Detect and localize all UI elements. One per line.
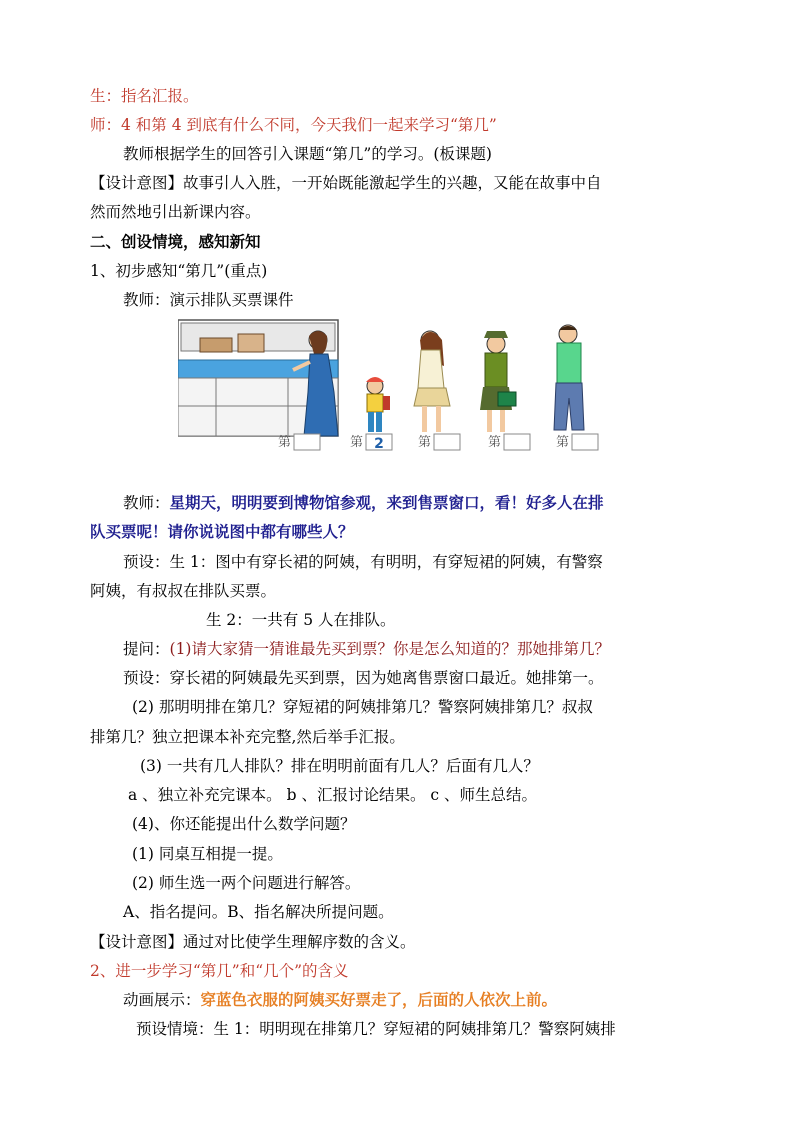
line-8: 教师：演示排队买票课件 xyxy=(123,291,294,309)
ordinal-slot-2-value: 2 xyxy=(374,436,384,452)
line-25: 2、进一步学习“第几”和“几个”的含义 xyxy=(90,962,349,980)
line-21: (1) 同桌互相提一提。 xyxy=(132,845,283,863)
line-3: 教师根据学生的回答引入课题“第几”的学习。(板课题) xyxy=(123,145,492,163)
person-mingming xyxy=(366,377,390,432)
line-26 xyxy=(123,990,557,1010)
line-5: 然而然地引出新课内容。 xyxy=(90,203,261,221)
line-4: 【设计意图】故事引人入胜，一开始既能激起学生的兴趣，又能在故事中自 xyxy=(90,174,602,192)
line-24: 【设计意图】通过对比使学生理解序数的含义。 xyxy=(90,933,416,951)
person-short-skirt xyxy=(414,331,450,432)
queue-illustration xyxy=(178,318,618,454)
line-9-text: 星期天，明明要到博物馆参观，来到售票窗口，看！好多人在排 xyxy=(169,493,604,512)
section-heading: 二、创设情境，感知新知 xyxy=(90,232,261,251)
line-15: 预设：穿长裙的阿姨最先买到票，因为她离售票窗口最近。她排第一。 xyxy=(123,669,604,687)
line-27: 预设情境：生 1：明明现在排第几？穿短裙的阿姨排第几？警察阿姨排 xyxy=(136,1020,616,1038)
line-14-text: (1)请大家猜一猜谁最先买到票？你是怎么知道的？那她排第几？ xyxy=(169,640,610,658)
ordinal-slot-4 xyxy=(504,434,530,450)
line-17: 排第几？独立把课本补充完整,然后举手汇报。 xyxy=(90,728,405,746)
ticket-box xyxy=(200,338,232,352)
line-26-label: 动画展示： xyxy=(123,991,201,1009)
line-13: 生 2：一共有 5 人在排队。 xyxy=(206,611,396,629)
ordinal-slot-5 xyxy=(572,434,598,450)
ticket-stack xyxy=(238,334,264,352)
line-26-text: 穿蓝色衣服的阿姨买好票走了，后面的人依次上前。 xyxy=(200,990,558,1009)
line-12: 阿姨，有叔叔在排队买票。 xyxy=(90,582,277,600)
line-22: (2) 师生选一两个问题进行解答。 xyxy=(132,874,361,892)
line-18: (3) 一共有几人排队？排在明明前面有几人？后面有几人？ xyxy=(140,757,539,775)
line-14 xyxy=(123,639,610,659)
line-16: (2) 那明明排在第几？穿短裙的阿姨排第几？警察阿姨排第几？叔叔 xyxy=(132,698,593,716)
line-14-label: 提问： xyxy=(123,640,170,658)
person-uncle xyxy=(554,325,584,430)
ordinal-prefix-1: 第 xyxy=(278,435,292,450)
ordinal-prefix-4: 第 xyxy=(488,435,502,450)
line-2: 师：4 和第 4 到底有什么不同，今天我们一起来学习“第几” xyxy=(90,116,497,134)
ordinal-slot-3 xyxy=(434,434,460,450)
line-19: a 、独立补充完课本。 b 、汇报讨论结果。 c 、师生总结。 xyxy=(128,786,537,804)
person-police xyxy=(480,331,516,432)
line-23: A、指名提问。B、指名解决所提问题。 xyxy=(123,903,394,921)
line-11: 预设：生 1：图中有穿长裙的阿姨，有明明，有穿短裙的阿姨，有警察 xyxy=(123,553,603,571)
ordinal-prefix-5: 第 xyxy=(556,435,570,450)
line-9-label: 教师： xyxy=(123,494,170,512)
queue-drawing xyxy=(178,318,618,454)
line-10: 队买票呢！请你说说图中都有哪些人？ xyxy=(90,522,354,541)
line-9 xyxy=(123,493,604,513)
ordinal-prefix-2: 第 xyxy=(350,435,364,450)
ordinal-prefix-3: 第 xyxy=(418,435,432,450)
line-7: 1、初步感知“第几”(重点) xyxy=(90,262,268,280)
ordinal-slot-1 xyxy=(294,434,320,450)
line-1: 生：指名汇报。 xyxy=(90,87,199,105)
line-20: (4)、你还能提出什么数学问题？ xyxy=(132,815,356,833)
